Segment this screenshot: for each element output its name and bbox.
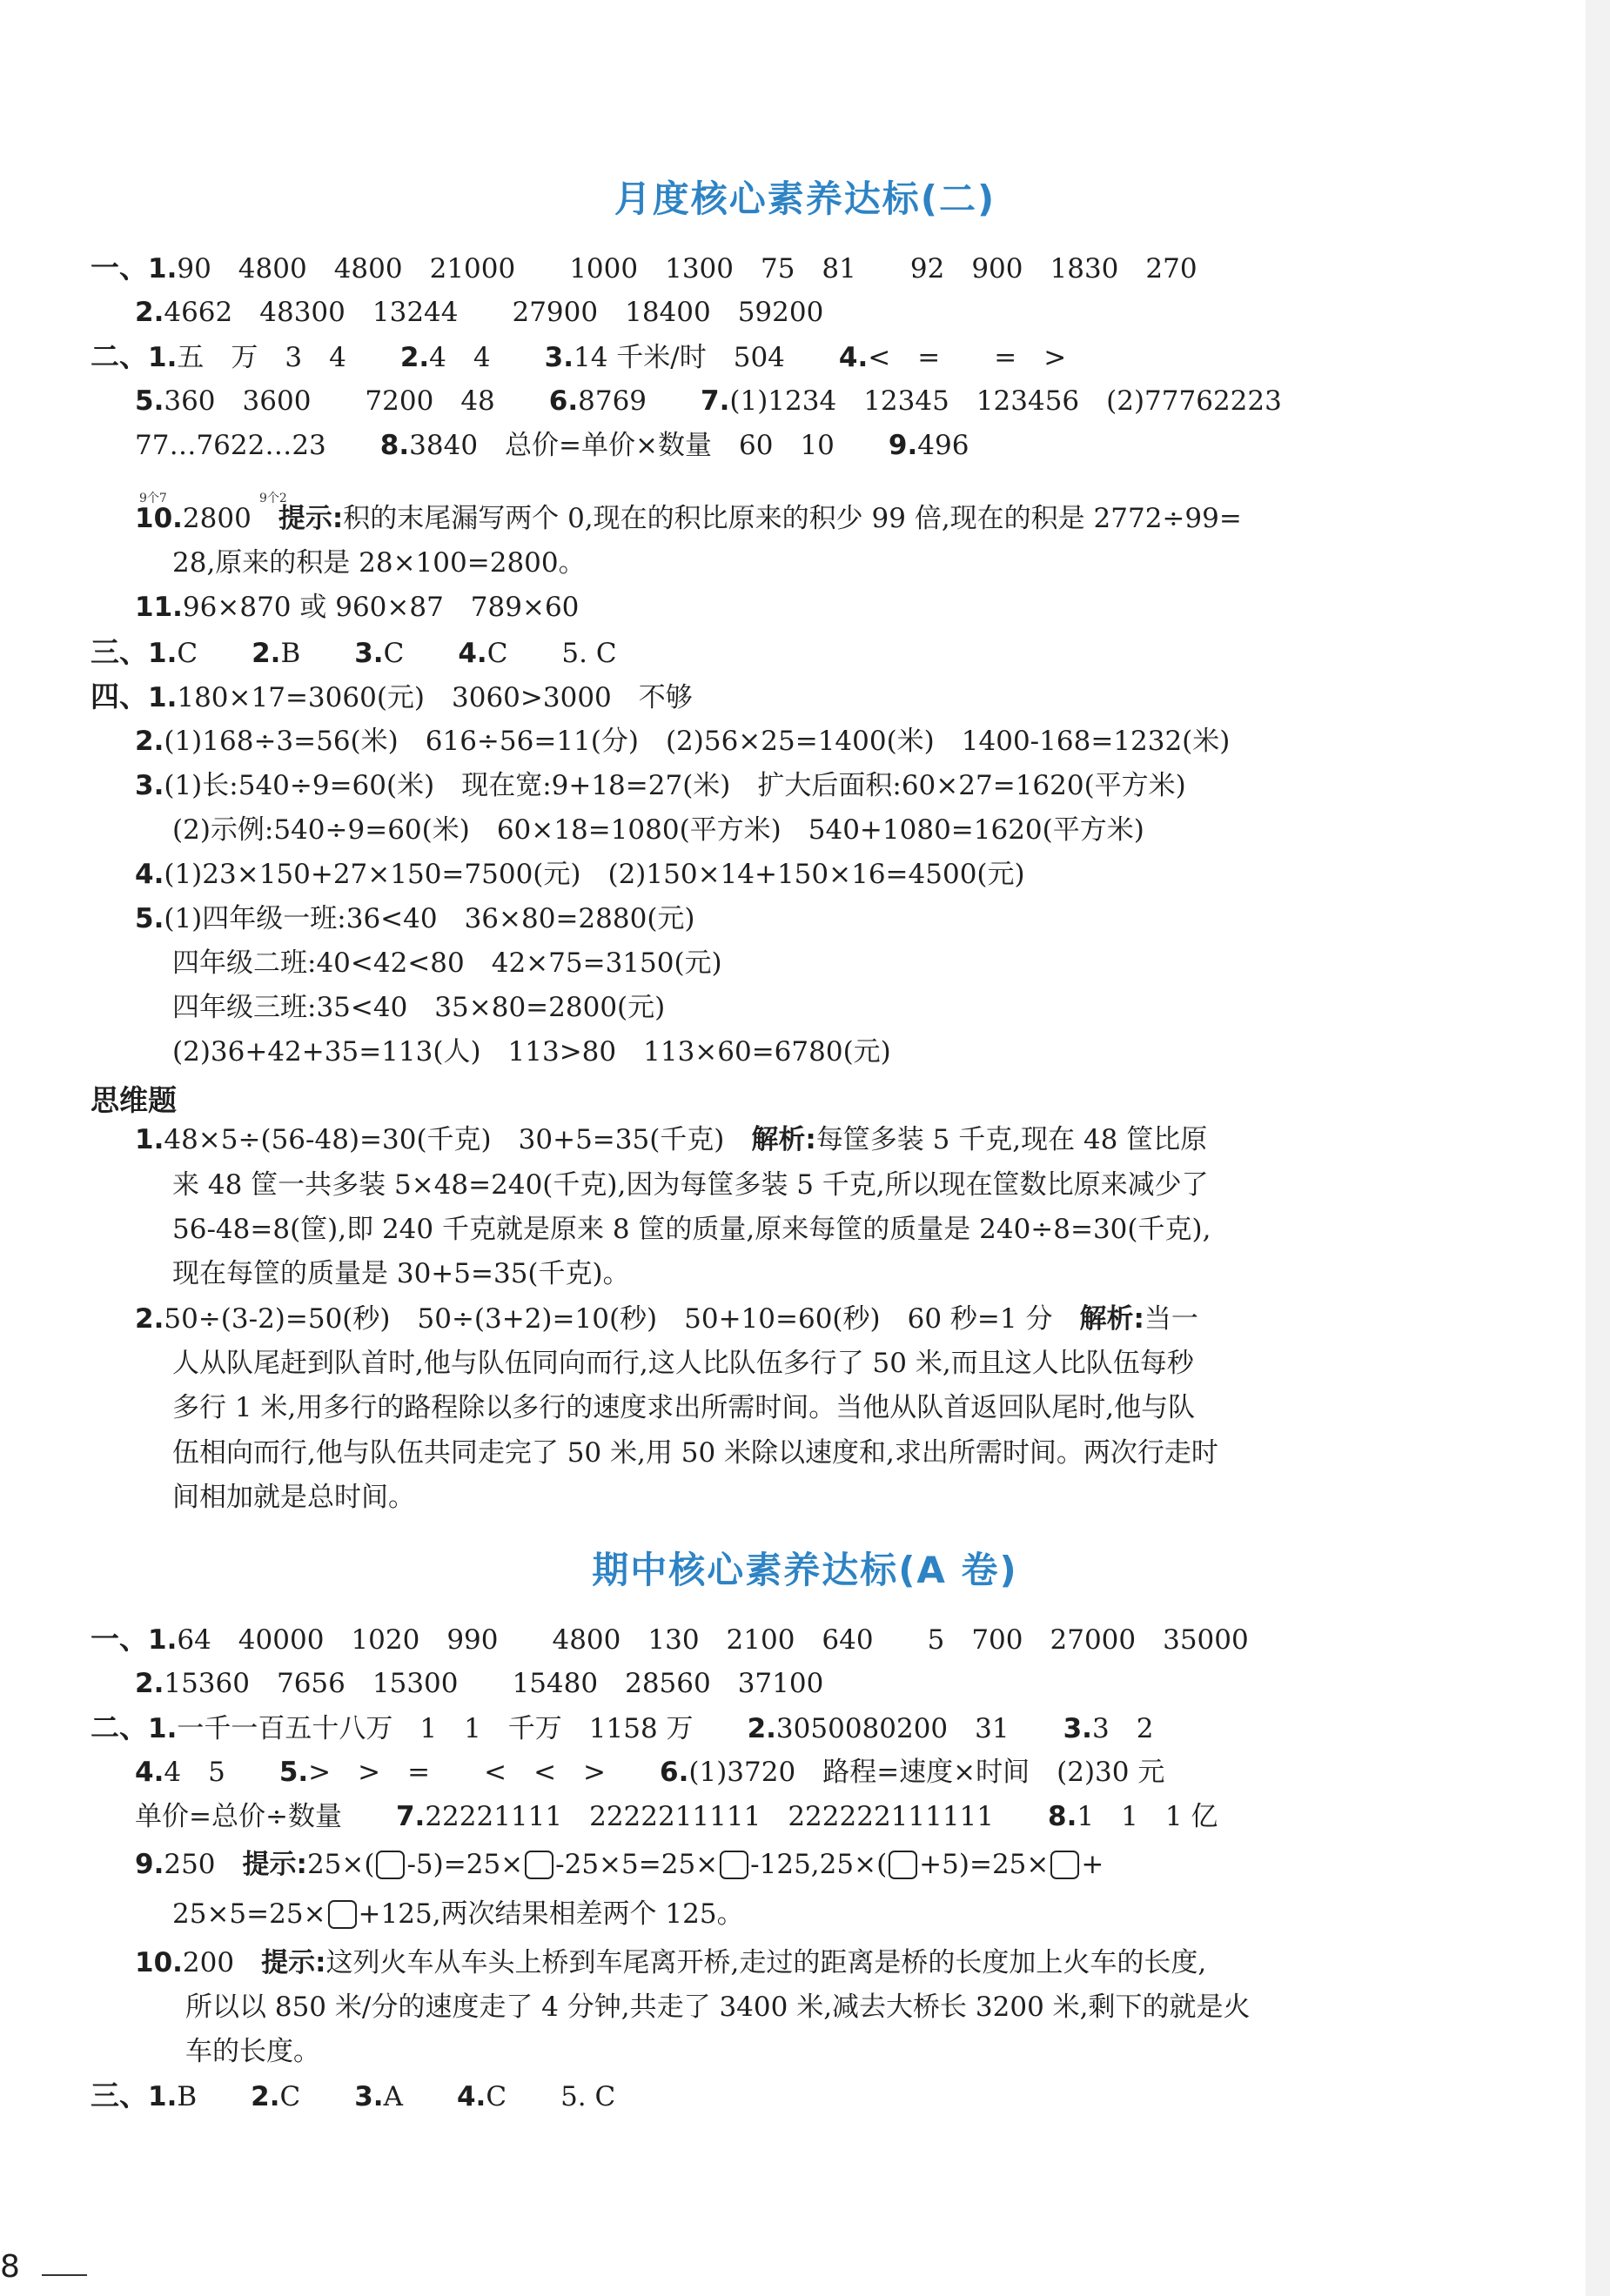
item-text: 四年级二班:40<42<80 42×75=3150(元) bbox=[172, 947, 722, 979]
item-number: 2. bbox=[252, 638, 281, 669]
item-text: C bbox=[383, 638, 459, 669]
item-text: 多行 1 米,用多行的路程除以多行的速度求出所需时间。当他从队首返回队尾时,他与队 bbox=[172, 1392, 1196, 1423]
item-number: 1. bbox=[148, 1713, 178, 1744]
item-number: 2. bbox=[399, 342, 430, 373]
answer-line bbox=[91, 2078, 615, 2114]
answer-line bbox=[135, 1666, 823, 1701]
answer-line bbox=[91, 339, 1066, 375]
item-text: < = = > bbox=[868, 342, 1067, 373]
answer-line bbox=[172, 946, 722, 981]
answer-line bbox=[172, 1034, 891, 1069]
section-marker: 三、 bbox=[91, 2078, 148, 2112]
item-number: 5. bbox=[278, 1757, 309, 1788]
item-number: 11. bbox=[135, 592, 183, 623]
item-text: > > = < < > bbox=[308, 1757, 661, 1788]
answer-line bbox=[172, 1390, 1195, 1425]
item-number: 9. bbox=[888, 430, 918, 461]
item-number: 7. bbox=[395, 1801, 426, 1832]
section-marker: 二、 bbox=[91, 339, 148, 373]
section-marker: 一、 bbox=[91, 251, 148, 284]
section-marker: 一、 bbox=[91, 1622, 148, 1656]
item-text: 250 bbox=[164, 1849, 243, 1880]
item-text: (1)1234 12345 123456 (2)77762223 bbox=[729, 385, 1282, 417]
answer-line bbox=[135, 1945, 1206, 1980]
answer-line bbox=[135, 1755, 1164, 1790]
answer-line bbox=[172, 1346, 1194, 1381]
section-marker: 四、 bbox=[91, 679, 148, 713]
item-number: 2. bbox=[135, 1668, 164, 1699]
item-number: 5. bbox=[135, 903, 164, 934]
item-text: (2)36+42+35=113(人) 113>80 113×60=6780(元) bbox=[172, 1036, 891, 1068]
item-text: C bbox=[279, 2081, 355, 2112]
item-number: 5. bbox=[135, 385, 164, 417]
item-number: 4. bbox=[135, 1757, 164, 1788]
item-text: 车的长度。 bbox=[185, 2036, 320, 2067]
item-text: 496 bbox=[917, 430, 969, 461]
item-number: 3. bbox=[1063, 1713, 1092, 1744]
item-text: (1)23×150+27×150=7500(元) (2)150×14+150×16=4500(元) bbox=[164, 859, 1025, 890]
blank-box-icon bbox=[525, 1851, 553, 1879]
item-text: 90 4800 4800 21000 1000 1300 75 81 92 900 1830 270 bbox=[177, 253, 1197, 284]
item-text: 48×5÷(56-48)=30(千克) 30+5=35(千克) bbox=[164, 1124, 752, 1155]
item-text: 4 4 bbox=[429, 342, 545, 373]
item-number: 解析: bbox=[1079, 1303, 1144, 1335]
answer-line bbox=[135, 295, 823, 330]
answer-line bbox=[135, 1799, 1218, 1834]
item-number: 7. bbox=[701, 385, 730, 417]
item-number: 解析: bbox=[751, 1124, 816, 1155]
item-number: 1. bbox=[148, 2081, 178, 2112]
item-text: 180×17=3060(元) 3060>3000 不够 bbox=[177, 682, 693, 713]
answer-line bbox=[91, 679, 693, 715]
item-number: 1. bbox=[135, 1124, 164, 1155]
answer-line bbox=[135, 428, 969, 463]
item-text: 单价=总价÷数量 bbox=[135, 1801, 396, 1832]
answer-line bbox=[172, 1480, 415, 1515]
item-number: 1. bbox=[148, 253, 178, 284]
item-number: 6. bbox=[548, 385, 579, 417]
answer-line bbox=[172, 1897, 744, 1931]
blank-box-icon bbox=[720, 1851, 748, 1879]
item-number: 4. bbox=[838, 342, 869, 373]
section-marker: 二、 bbox=[91, 1710, 148, 1744]
item-text: (1)168÷3=56(米) 616÷56=11(分) (2)56×25=1400(米) 1400-168=1232(米) bbox=[164, 726, 1231, 757]
item-text: C 5. C bbox=[486, 2081, 616, 2112]
item-number: 8. bbox=[1048, 1801, 1077, 1832]
item-number: 4. bbox=[135, 859, 164, 890]
item-text: 15360 7656 15300 15480 28560 37100 bbox=[164, 1668, 824, 1699]
item-text: 64 40000 1020 990 4800 130 2100 640 5 700 27000 35000 bbox=[177, 1624, 1249, 1656]
item-text: 3 2 bbox=[1091, 1713, 1154, 1744]
answer-line bbox=[185, 2034, 320, 2069]
answer-line bbox=[172, 1256, 630, 1291]
item-number: 2. bbox=[135, 1303, 164, 1335]
item-text: 360 3600 7200 48 bbox=[164, 385, 549, 417]
answer-line bbox=[91, 635, 617, 671]
item-text: 28,原来的积是 28×100=2800。 bbox=[172, 547, 586, 579]
item-text: 4662 48300 13244 27900 18400 59200 bbox=[164, 297, 824, 328]
item-text: 200 bbox=[182, 1947, 262, 1978]
item-text: 4 5 bbox=[164, 1757, 279, 1788]
item-text: 五 万 3 4 bbox=[177, 342, 400, 373]
item-text: C 5. C bbox=[486, 638, 617, 669]
note-nine-twos: 9个2 bbox=[259, 492, 287, 505]
item-text: 这列火车从车头上桥到车尾离开桥,走过的距离是桥的长度加上火车的长度, bbox=[325, 1947, 1207, 1978]
item-number: 6. bbox=[660, 1757, 689, 1788]
item-text: (1)3720 路程=速度×时间 (2)30 元 bbox=[688, 1757, 1165, 1788]
blank-box-icon bbox=[328, 1900, 357, 1929]
section-title-midterm: 期中核心素养达标(A 卷) bbox=[592, 1549, 1018, 1591]
answer-line bbox=[135, 501, 1242, 536]
item-text: 间相加就是总时间。 bbox=[172, 1482, 415, 1513]
item-number: 1. bbox=[148, 1624, 178, 1656]
item-text: 现在每筐的质量是 30+5=35(千克)。 bbox=[172, 1258, 630, 1289]
item-text: 来 48 筐一共多装 5×48=240(千克),因为每筐多装 5 千克,所以现在筐数比原来减少了 bbox=[172, 1169, 1209, 1201]
answer-line bbox=[135, 1122, 1207, 1157]
answer-line bbox=[135, 768, 1186, 803]
item-text: 3050080200 31 bbox=[775, 1713, 1063, 1744]
item-number: 1. bbox=[148, 682, 178, 713]
item-number: 提示: bbox=[242, 1849, 307, 1880]
answer-line bbox=[172, 546, 586, 580]
item-text: 25×5=25× +125,两次结果相差两个 125。 bbox=[172, 1898, 744, 1930]
item-number: 3. bbox=[135, 770, 164, 801]
item-text: (1)四年级一班:36<40 36×80=2880(元) bbox=[164, 903, 695, 934]
answer-line bbox=[91, 1622, 1249, 1657]
item-number: 2. bbox=[747, 1713, 776, 1744]
item-number: 10. bbox=[135, 503, 183, 534]
section-title-monthly: 月度核心素养达标(二) bbox=[614, 177, 996, 220]
answer-line bbox=[135, 1302, 1198, 1336]
item-text: 14 千米/时 504 bbox=[573, 342, 839, 373]
item-number: 1. bbox=[148, 638, 178, 669]
page-edge-shadow bbox=[1586, 0, 1610, 2296]
answer-line bbox=[135, 857, 1025, 892]
answer-line bbox=[135, 901, 695, 936]
answer-line bbox=[172, 990, 665, 1025]
page-number: 8 bbox=[0, 2249, 20, 2285]
thinking-heading: 思维题 bbox=[91, 1083, 177, 1117]
answer-line bbox=[172, 1168, 1209, 1202]
item-number: 2. bbox=[135, 297, 164, 328]
answer-line bbox=[172, 1436, 1218, 1470]
item-number: 提示: bbox=[261, 1947, 326, 1978]
blank-box-icon bbox=[376, 1851, 405, 1879]
item-text: 所以以 850 米/分的速度走了 4 分钟,共走了 3400 米,减去大桥长 3200 米,剩下的就是火 bbox=[185, 1991, 1251, 2023]
item-number: 2. bbox=[251, 2081, 280, 2112]
item-text: 22221111 2222211111 222222111111 bbox=[425, 1801, 1049, 1832]
blank-box-icon bbox=[1050, 1851, 1079, 1879]
item-number: 2. bbox=[135, 726, 164, 757]
answer-line bbox=[172, 1212, 1211, 1247]
item-text: 1 1 1 亿 bbox=[1077, 1801, 1218, 1832]
item-text: 56-48=8(筐),即 240 千克就是原来 8 筐的质量,原来每筐的质量是 240÷8=30(千克), bbox=[172, 1214, 1211, 1245]
item-text: C bbox=[177, 638, 252, 669]
item-text: 每筐多装 5 千克,现在 48 筐比原 bbox=[815, 1124, 1208, 1155]
item-text: 50÷(3-2)=50(秒) 50÷(3+2)=10(秒) 50+10=60(秒) 60 秒=1 分 bbox=[164, 1303, 1080, 1335]
item-text: (1)长:540÷9=60(米) 现在宽:9+18=27(米) 扩大后面积:60×27=1620(平方米) bbox=[164, 770, 1186, 801]
item-text: 96×870 或 960×87 789×60 bbox=[182, 592, 580, 623]
item-text: 四年级三班:35<40 35×80=2800(元) bbox=[172, 992, 666, 1023]
item-text: B bbox=[177, 2081, 252, 2112]
item-text: B bbox=[280, 638, 355, 669]
item-number: 4. bbox=[458, 638, 487, 669]
item-text: 当一 bbox=[1144, 1303, 1198, 1335]
note-nine-sevens: 9个7 bbox=[139, 492, 167, 505]
item-number: 3. bbox=[354, 638, 384, 669]
item-number: 1. bbox=[148, 342, 178, 373]
item-text: 3840 总价=单价×数量 60 10 bbox=[409, 430, 889, 461]
answer-line bbox=[172, 813, 1144, 847]
blank-box-icon bbox=[889, 1851, 917, 1879]
item-text: 人从队尾赶到队首时,他与队伍同向而行,这人比队伍多行了 50 米,而且这人比队伍每秒 bbox=[172, 1348, 1194, 1379]
item-number: 3. bbox=[544, 342, 574, 373]
answer-line bbox=[135, 590, 579, 625]
item-number: 10. bbox=[135, 1947, 183, 1978]
item-number: 3. bbox=[354, 2081, 384, 2112]
answer-line bbox=[185, 1990, 1251, 2025]
item-text: 一千一百五十八万 1 1 千万 1158 万 bbox=[177, 1713, 748, 1744]
item-text: 77…7622…23 bbox=[135, 430, 380, 461]
answer-line bbox=[135, 1847, 1104, 1882]
item-text: A bbox=[383, 2081, 457, 2112]
item-number: 提示: bbox=[278, 503, 344, 534]
item-text: 25×( -5)=25× -25×5=25× -125,25×( +5)=25× + bbox=[306, 1849, 1104, 1880]
item-text: 积的末尾漏写两个 0,现在的积比原来的积少 99 倍,现在的积是 2772÷99= bbox=[343, 503, 1242, 534]
section-marker: 三、 bbox=[91, 635, 148, 669]
item-text: (2)示例:540÷9=60(米) 60×18=1080(平方米) 540+1080=1620(平方米) bbox=[172, 814, 1144, 846]
item-number: 4. bbox=[456, 2081, 486, 2112]
page-number-dash bbox=[42, 2274, 87, 2276]
answer-line bbox=[135, 724, 1230, 759]
item-text: 伍相向而行,他与队伍共同走完了 50 米,用 50 米除以速度和,求出所需时间。两次行走时 bbox=[172, 1437, 1218, 1469]
item-number: 8. bbox=[379, 430, 410, 461]
answer-line bbox=[91, 251, 1197, 286]
item-text: 2800 bbox=[182, 503, 278, 534]
item-number: 9. bbox=[135, 1849, 164, 1880]
item-text: 8769 bbox=[578, 385, 701, 417]
answer-line bbox=[135, 384, 1282, 418]
answer-line bbox=[91, 1710, 1153, 1746]
